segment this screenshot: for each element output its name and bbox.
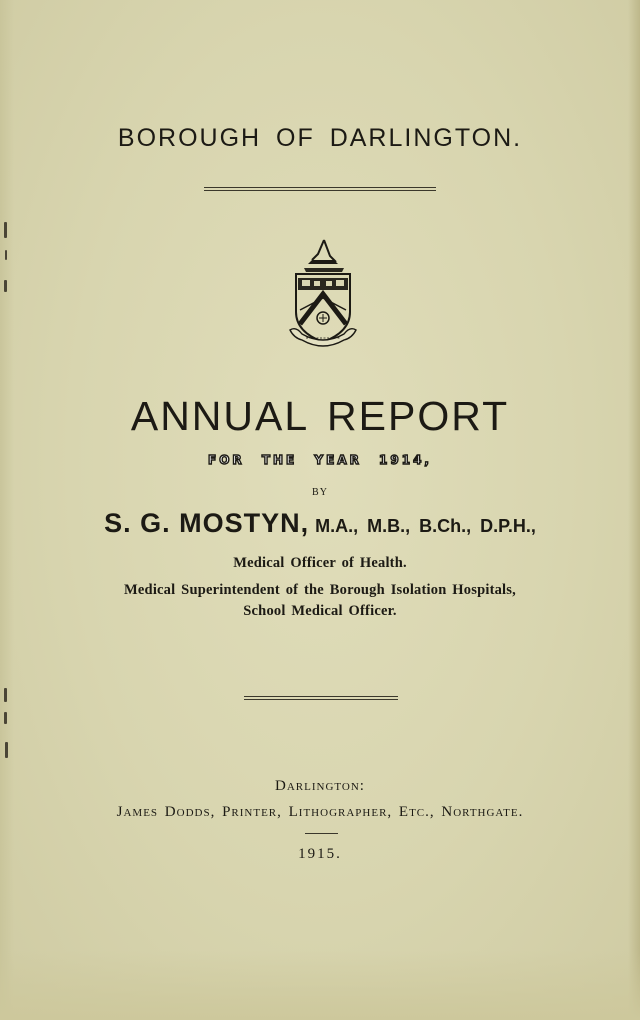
- author-role: Medical Superintendent of the Borough Isolation Hospitals,: [124, 582, 516, 598]
- by-label: BY: [312, 487, 328, 498]
- binding-mark: [4, 688, 7, 702]
- imprint-place: Darlington:: [275, 778, 365, 794]
- binding-mark: [4, 712, 7, 724]
- author-degrees: M.A., M.B., B.Ch., D.P.H.,: [315, 516, 536, 536]
- borough-coat-of-arms-icon: [286, 234, 360, 354]
- divider-rule-top: [204, 187, 436, 191]
- imprint-printer: James Dodds, Printer, Lithographer, Etc., Northgate.: [116, 804, 524, 820]
- binding-mark: [5, 250, 7, 260]
- author-line: [0, 508, 640, 539]
- binding-mark: [4, 280, 7, 292]
- paper-edge-bottom: [0, 950, 640, 1020]
- binding-mark: [5, 742, 8, 758]
- author-role: Medical Officer of Health.: [233, 555, 407, 571]
- author-role: School Medical Officer.: [243, 603, 397, 619]
- author-name: S. G. MOSTYN,: [104, 508, 310, 538]
- divider-rule-middle: [244, 696, 398, 700]
- borough-heading: BOROUGH OF DARLINGTON.: [117, 124, 523, 152]
- report-year-subtitle: FOR THE YEAR 1914,: [208, 453, 432, 467]
- report-title: ANNUAL REPORT: [130, 393, 510, 439]
- imprint-year: 1915.: [298, 846, 342, 862]
- divider-rule-short: [305, 833, 338, 834]
- binding-mark: [4, 222, 7, 238]
